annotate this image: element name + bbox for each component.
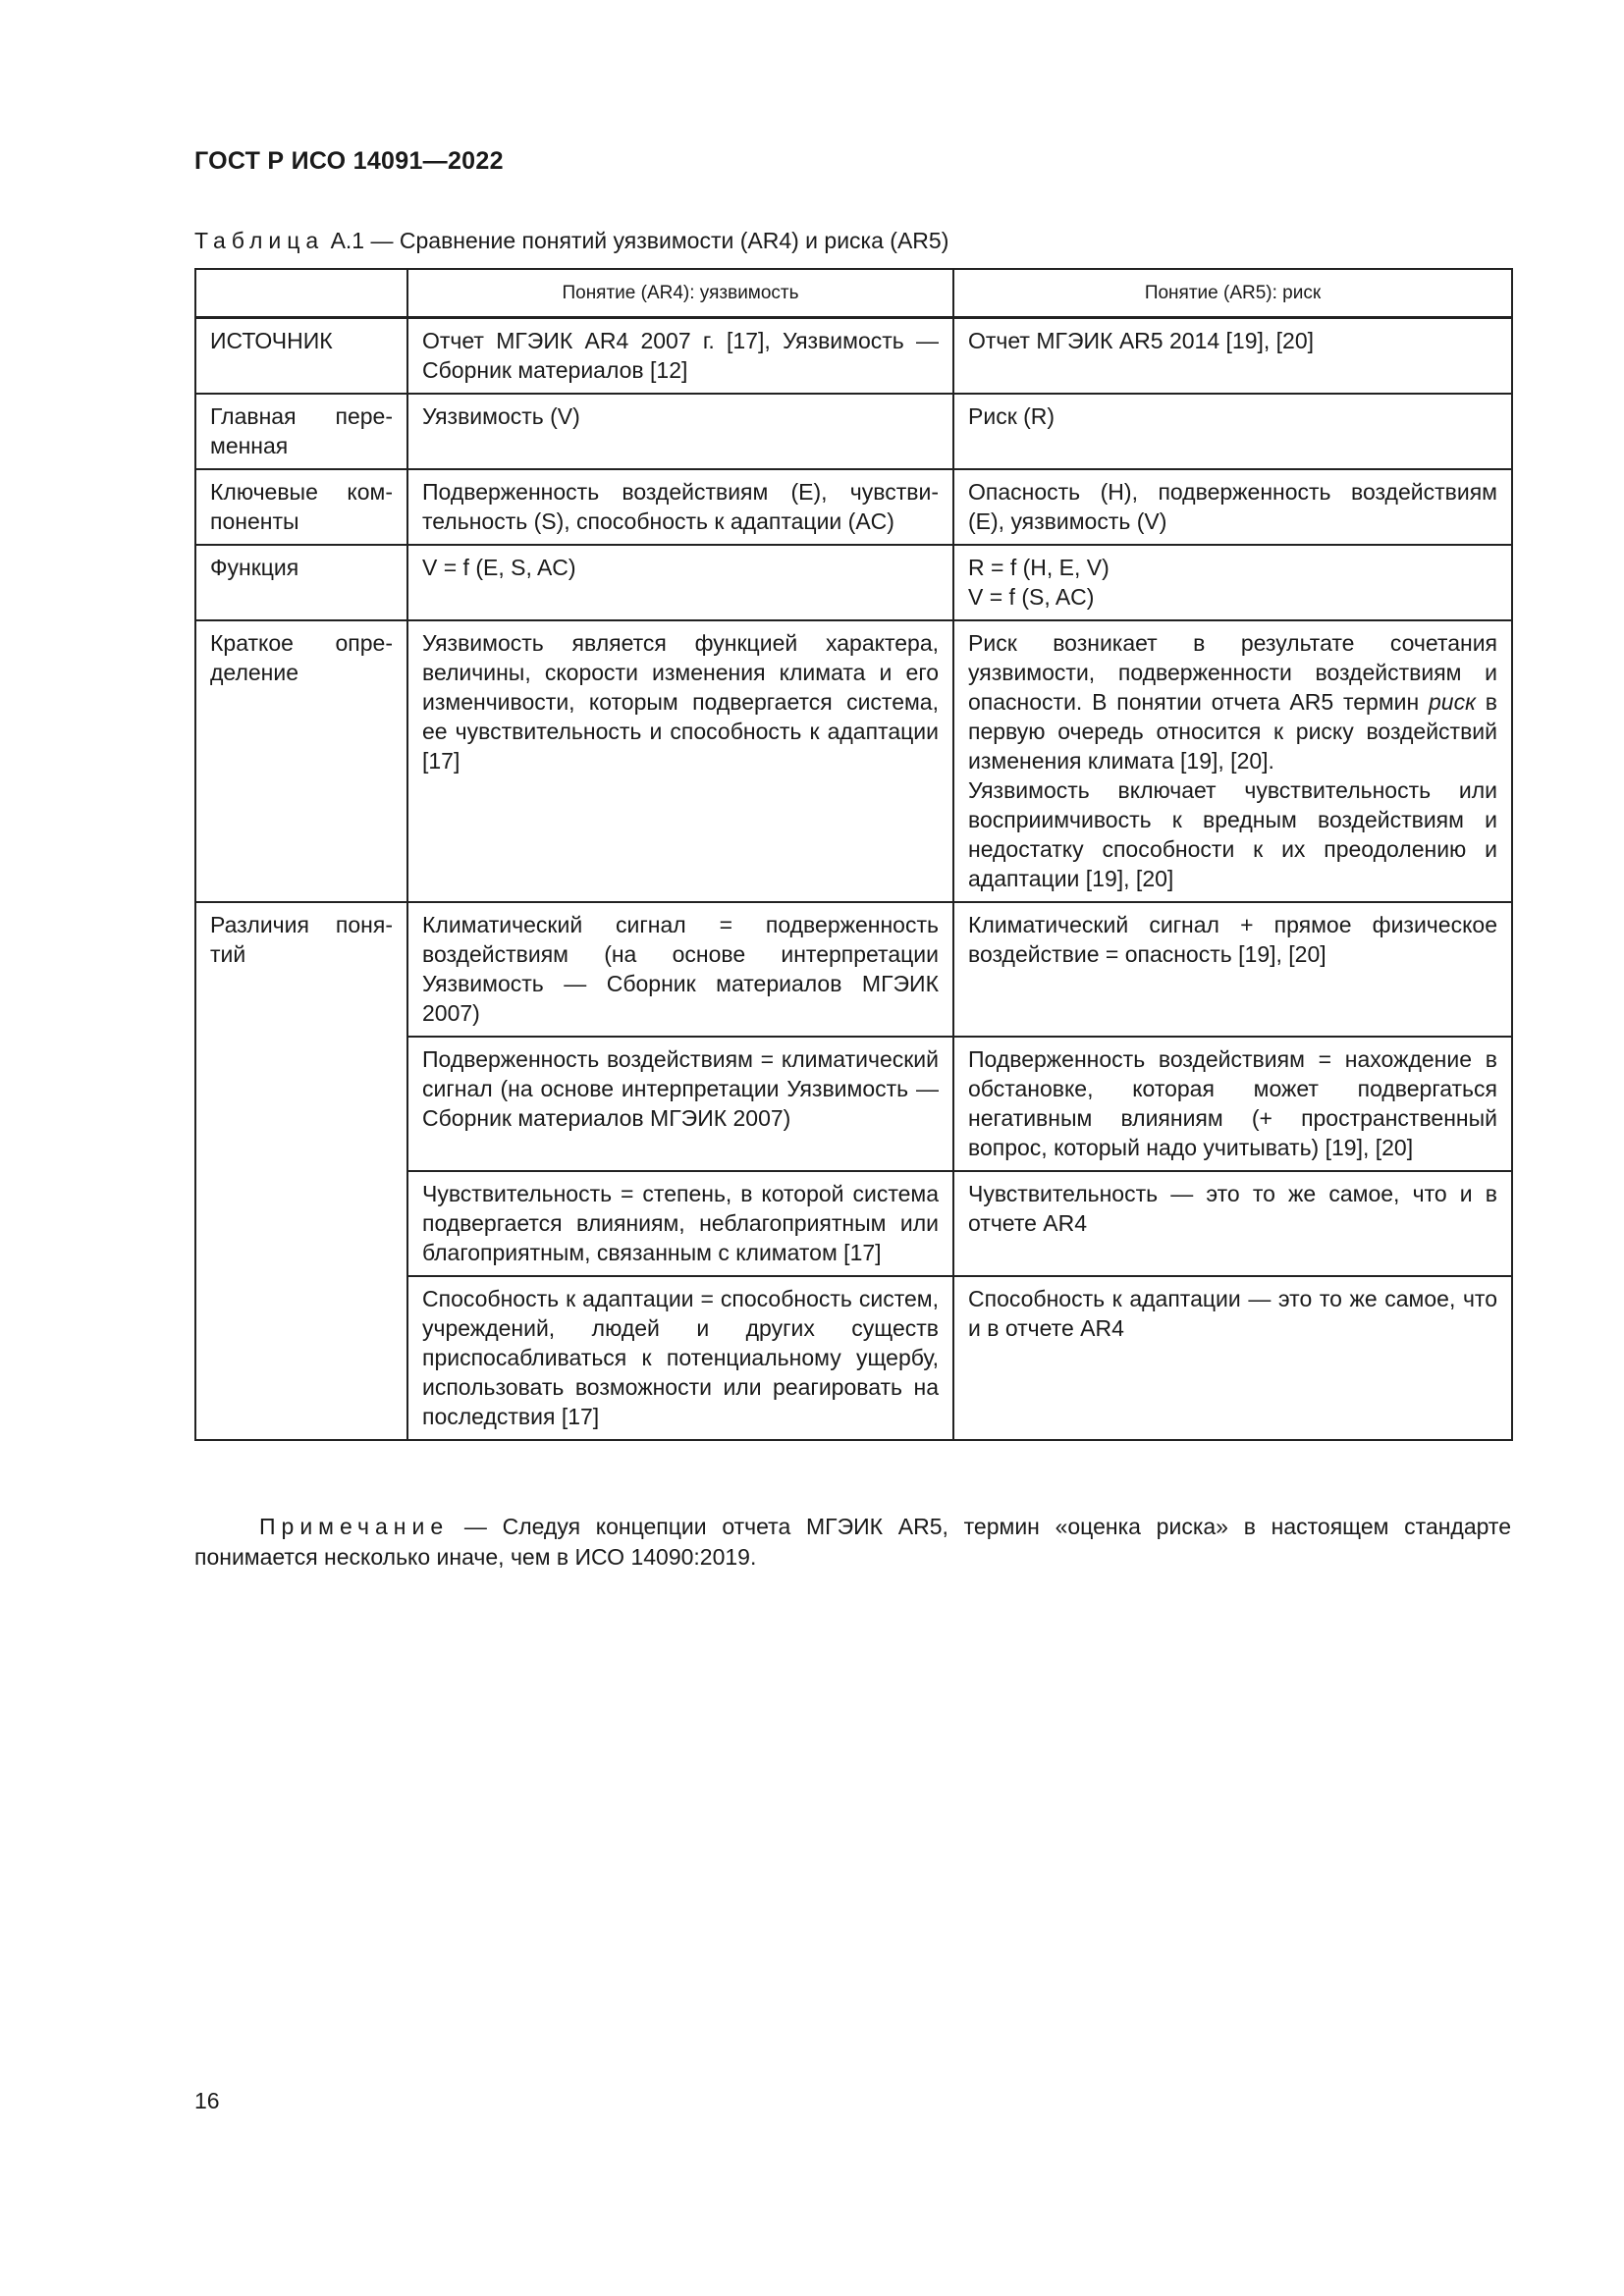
cell-ar5-function [953, 545, 1512, 620]
table-row-function [195, 545, 1512, 620]
cell-ar4-key-components: Подверженность воздействиям (E), чувствительность (S), способность к адаптации (AC) [407, 469, 953, 545]
cell-ar4-function: V = f (E, S, AC) [407, 545, 953, 620]
cell-ar5-difference-3: Чувствительность — это то же самое, что и в отчете AR4 [953, 1171, 1512, 1276]
row-label-differences: Различия понятий [195, 902, 407, 1440]
row-label-main-variable: Главная переменная [195, 394, 407, 469]
cell-ar5-main-variable: Риск (R) [953, 394, 1512, 469]
cell-ar4-difference-2: Подверженность воздействиям = климатический сигнал (на основе интерпретации Уязвимость — Сборник материалов МГЭИК 2007) [407, 1037, 953, 1171]
document-code-header: ГОСТ Р ИСО 14091—2022 [194, 147, 504, 175]
note-label: Примечание [259, 1514, 450, 1539]
row-label-source: ИСТОЧНИК [195, 318, 407, 395]
definition-text-part3: Уязвимость включает чувствительность или восприимчивость к вредным воздействиям и недостатку способности к их преодолению и адаптации [19], [20] [968, 777, 1497, 891]
cell-ar5-short-definition [953, 620, 1512, 902]
cell-ar4-difference-3: Чувствительность = степень, в которой система подвергается влияниям, неблагоприятным или благоприятным, связанным с климатом [17] [407, 1171, 953, 1276]
header-empty-cell [195, 269, 407, 318]
definition-italic-term: риск [1429, 689, 1476, 715]
cell-ar5-key-components: Опасность (H), подверженность воздействиям (E), уязвимость (V) [953, 469, 1512, 545]
comparison-table [194, 268, 1513, 1441]
table-row-differences-1 [195, 902, 1512, 1037]
definition-text-part1: Риск возникает в результате сочетания уязвимости, подверженности воздействиям и опасности. В понятии отчета AR5 термин [968, 630, 1497, 715]
page-number: 16 [194, 2088, 220, 2113]
row-label-short-definition: Краткое определение [195, 620, 407, 902]
function-formula-vulnerability: V = f (S, AC) [968, 584, 1095, 610]
function-formula-risk: R = f (H, E, V) [968, 555, 1110, 580]
header-ar5-column: Понятие (AR5): риск [953, 269, 1512, 318]
table-caption-title: — Сравнение понятий уязвимости (AR4) и риска (AR5) [370, 228, 949, 253]
definition-text-part2: в первую очередь относится к риску воздействий изменения климата [19], [20]. [968, 689, 1497, 774]
table-row-main-variable [195, 394, 1512, 469]
cell-ar4-difference-4: Способность к адаптации = способность систем, учреждений, людей и других существ приспосабливаться к потенциальному ущербу, использовать возможности или реагировать на последствия [17] [407, 1276, 953, 1440]
table-row-source [195, 318, 1512, 395]
cell-ar4-main-variable: Уязвимость (V) [407, 394, 953, 469]
table-caption-number: А.1 [330, 228, 365, 253]
cell-ar5-difference-2: Подверженность воздействиям = нахождение в обстановке, которая может подвергаться негативным влияниям (+ пространственный вопрос, который надо учитывать) [19], [20] [953, 1037, 1512, 1171]
table-caption [194, 228, 948, 254]
table-row-short-definition [195, 620, 1512, 902]
table-row-key-components [195, 469, 1512, 545]
header-ar4-column: Понятие (AR4): уязвимость [407, 269, 953, 318]
cell-ar4-short-definition: Уязвимость является функцией характера, величины, скорости изменения климата и его изменчивости, которым подвергается система, ее чувствительность и способность к адаптации [17] [407, 620, 953, 902]
cell-ar5-difference-4: Способность к адаптации — это то же самое, что и в отчете AR4 [953, 1276, 1512, 1440]
table-note [194, 1512, 1511, 1573]
table-header-row [195, 269, 1512, 318]
cell-ar4-difference-1: Климатический сигнал = подверженность воздействиям (на основе интерпретации Уязвимость — Сборник материалов МГЭИК 2007) [407, 902, 953, 1037]
cell-ar4-source: Отчет МГЭИК AR4 2007 г. [17], Уязвимость — Сборник материалов [12] [407, 318, 953, 395]
cell-ar5-difference-1: Климатический сигнал + прямое физическое воздействие = опасность [19], [20] [953, 902, 1512, 1037]
note-text: — Следуя концепции отчета МГЭИК AR5, термин «оценка риска» в настоящем стандарте понимается несколько иначе, чем в ИСО 14090:2019. [194, 1514, 1511, 1570]
table-caption-label: Таблица [194, 228, 325, 253]
row-label-key-components: Ключевые компоненты [195, 469, 407, 545]
cell-ar5-source: Отчет МГЭИК AR5 2014 [19], [20] [953, 318, 1512, 395]
row-label-function: Функция [195, 545, 407, 620]
